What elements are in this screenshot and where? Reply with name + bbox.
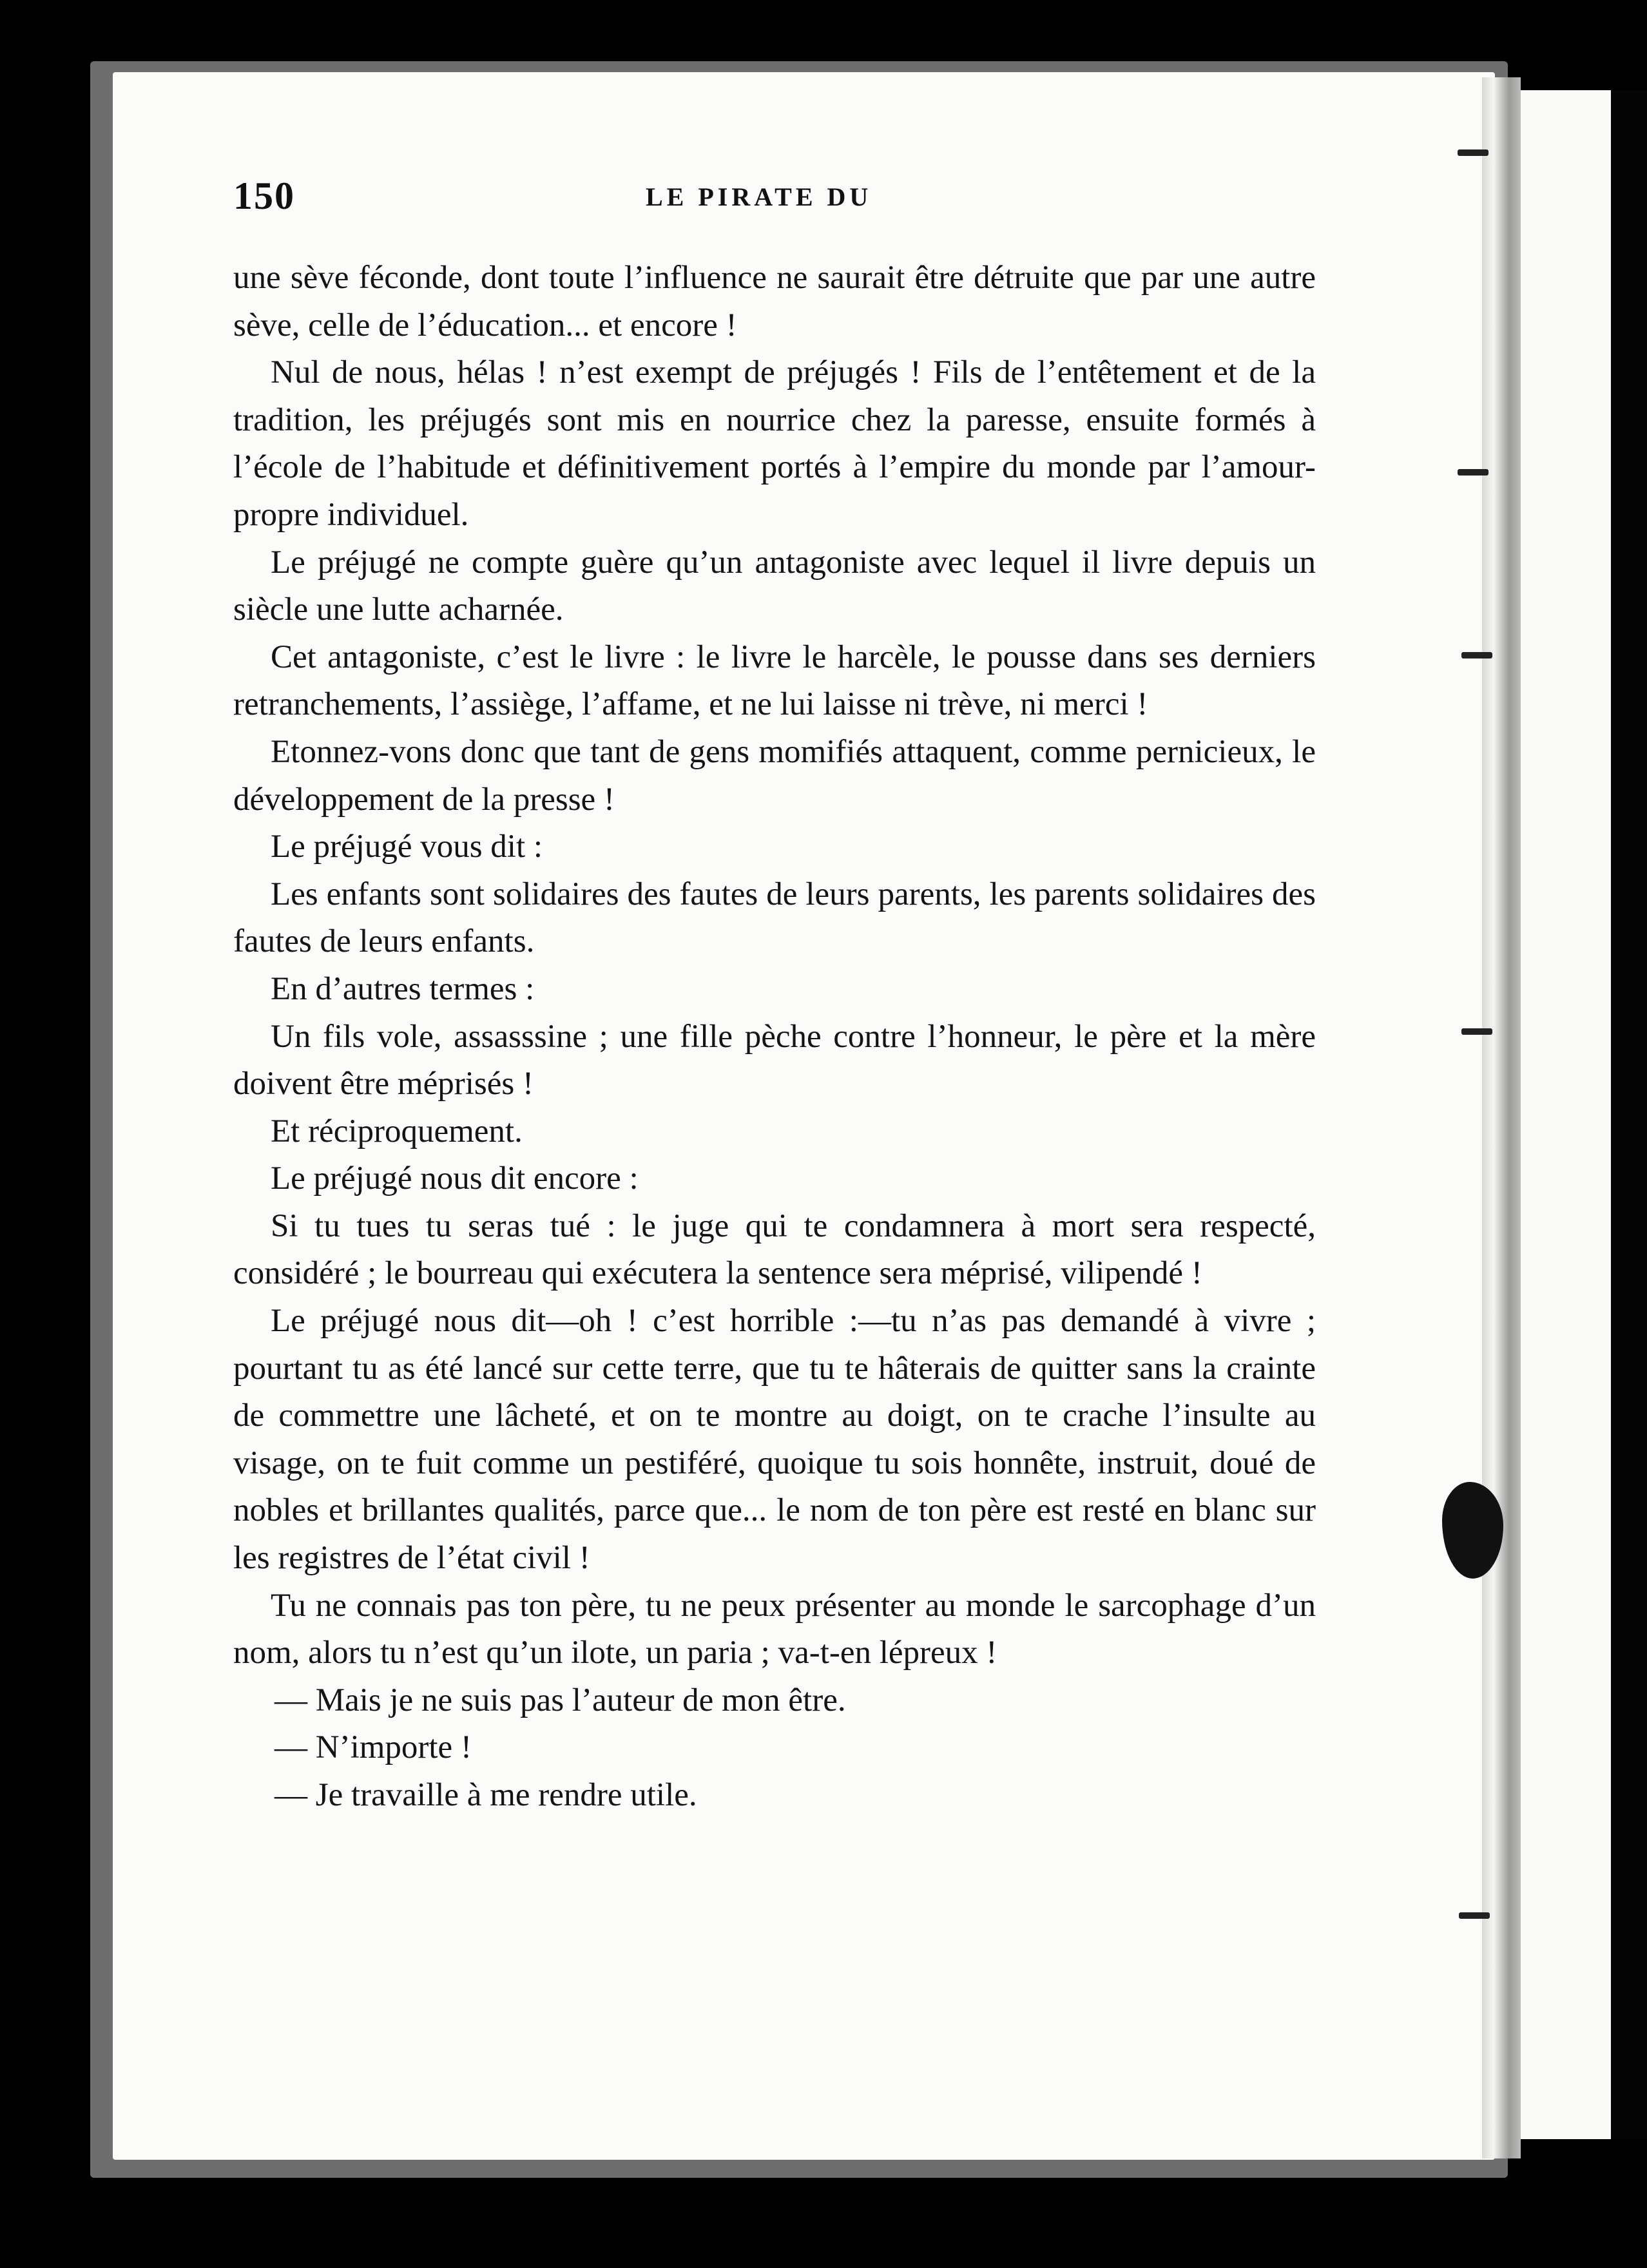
dialog-line: — N’importe !	[274, 1729, 472, 1766]
paragraph: En d’autres termes :	[271, 970, 535, 1007]
paragraph: Le préjugé nous dit encore :	[271, 1160, 639, 1197]
dialog-line: — Je travaille à me rendre utile.	[274, 1777, 697, 1813]
paragraph: Un fils vole, assasssine ; une fille pèche contre l’honneur, le père et la mère doivent être méprisés !	[233, 1018, 1316, 1102]
paragraph: Les enfants sont solidaires des fautes de leurs parents, les parents solidaires des fautes de leurs enfants.	[233, 876, 1316, 960]
page-number: 150	[233, 175, 295, 217]
paragraph: Cet antagoniste, c’est le livre : le livre le harcèle, le pousse dans ses derniers retranchements, l’assiège, l’affame, et ne lui laisse ni trève, ni merci !	[233, 639, 1316, 723]
binding-stitch-mark	[1461, 652, 1492, 658]
binding-stitch-mark	[1461, 1028, 1492, 1035]
paragraph: Nul de nous, hélas ! n’est exempt de préjugés ! Fils de l’entêtement et de la tradition, les préjugés sont mis en nourrice chez la paresse, ensuite formés à l’école de l’habitude et définitivement portés à l’empire du monde par l’amour-propre individuel.	[233, 354, 1316, 533]
facing-page-edge	[1521, 90, 1617, 2139]
paragraph: Le préjugé ne compte guère qu’un antagoniste avec lequel il livre depuis un siècle une lutte acharnée.	[233, 544, 1316, 628]
paragraph: Si tu tues tu seras tué : le juge qui te condamnera à mort sera respecté, considéré ; le bourreau qui exécutera la sentence sera méprisé, vilipendé !	[233, 1207, 1316, 1292]
paragraph: une sève féconde, dont toute l’influence ne saurait être détruite que par une autre sève, celle de l’éducation... et encore !	[233, 260, 1316, 343]
binding-stitch-mark	[1459, 1912, 1490, 1919]
binding-stitch-mark	[1458, 149, 1488, 156]
paragraph: Et réciproquement.	[271, 1113, 523, 1149]
paragraph: Le préjugé vous dit :	[271, 829, 543, 865]
body-text	[233, 255, 1316, 1820]
dialog-line: — Mais je ne suis pas l’auteur de mon être.	[274, 1682, 846, 1718]
paragraph: Etonnez-vons donc que tant de gens momifiés attaquent, comme pernicieux, le développement de la presse !	[233, 733, 1316, 818]
scan-border	[1611, 90, 1647, 2139]
book-spine	[1482, 77, 1521, 2158]
paragraph: Tu ne connais pas ton père, tu ne peux présenter au monde le sarcophage d’un nom, alors tu n’est qu’un ilote, un paria ; va-t-en lépreux !	[233, 1587, 1316, 1671]
running-title: LE PIRATE DU	[646, 182, 872, 211]
page-header	[233, 174, 1316, 226]
paragraph: Le préjugé nous dit—oh ! c’est horrible :—tu n’as pas demandé à vivre ; pourtant tu as été lancé sur cette terre, que tu te hâterais de quitter sans la crainte de commettre une lâcheté, et on te montre au doigt, on te crache l’insulte au visage, on te fuit comme un pestiféré, quoique tu sois honnête, instruit, doué de nobles et brillantes qualités, parce que... le nom de ton père est resté en blanc sur les registres de l’état civil !	[233, 1303, 1316, 1577]
binding-stitch-mark	[1458, 469, 1488, 476]
